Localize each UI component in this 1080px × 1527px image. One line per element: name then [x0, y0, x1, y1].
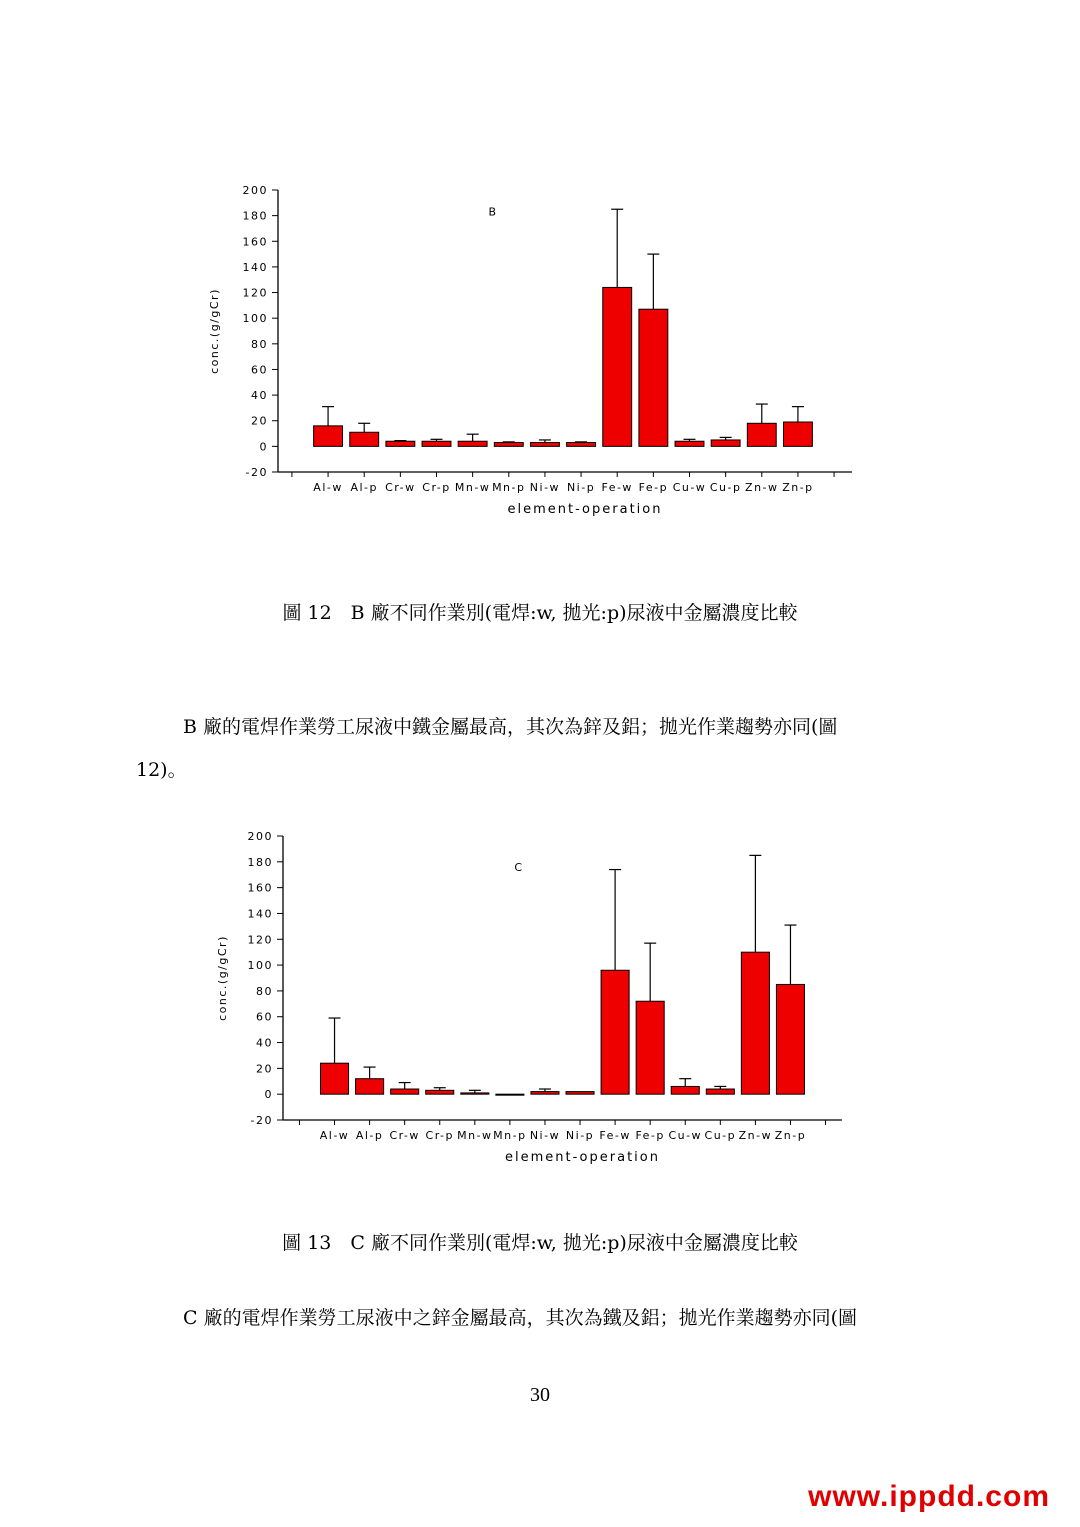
bar — [706, 1089, 734, 1094]
x-tick-label: Fe-w — [599, 1129, 631, 1142]
chart-c — [0, 818, 1080, 1178]
y-tick-label: 180 — [247, 855, 273, 869]
bar — [711, 440, 740, 446]
bar — [675, 441, 704, 446]
bar — [386, 441, 415, 446]
x-tick-label: Cr-p — [422, 481, 451, 494]
x-tick-label: Cu-w — [672, 481, 707, 494]
bar — [639, 309, 668, 446]
x-axis-title: element-operation — [507, 502, 663, 517]
x-tick-label: Al-w — [313, 481, 343, 494]
y-tick-label: 100 — [247, 959, 273, 973]
panel-label: C — [514, 860, 524, 874]
x-tick-label: Fe-p — [638, 481, 669, 494]
bar — [747, 423, 776, 446]
chart-c-svg — [0, 818, 1080, 1178]
bar — [566, 1092, 594, 1095]
paragraph-b-line1: B 廠的電焊作業勞工尿液中鐵金屬最高，其次為鋅及鋁；拋光作業趨勢亦同(圖 — [183, 716, 838, 738]
bar — [496, 1094, 524, 1095]
bar — [422, 441, 451, 446]
y-tick-label: 0 — [264, 1088, 273, 1102]
y-tick-label: 20 — [256, 1062, 273, 1076]
x-tick-label: Cu-w — [668, 1129, 703, 1142]
x-tick-label: Mn-p — [492, 481, 526, 494]
bar — [458, 441, 487, 446]
bar — [741, 952, 769, 1094]
x-tick-label: Ni-w — [529, 1129, 561, 1142]
x-tick-label: Mn-p — [493, 1129, 527, 1142]
bar — [426, 1090, 454, 1094]
y-tick-label: 140 — [242, 260, 268, 274]
y-tick-label: 40 — [251, 389, 268, 403]
x-tick-label: Al-w — [319, 1129, 350, 1142]
x-tick-label: Cu-p — [709, 481, 742, 494]
y-tick-label: 100 — [242, 312, 268, 326]
x-tick-label: Mn-w — [454, 481, 491, 494]
bar — [603, 287, 632, 446]
paragraph-c-line1: C 廠的電焊作業勞工尿液中之鋅金屬最高，其次為鐵及鋁；拋光作業趨勢亦同(圖 — [183, 1307, 857, 1329]
bar — [391, 1089, 419, 1094]
x-tick-label: Mn-w — [457, 1129, 493, 1142]
y-tick-label: 180 — [242, 209, 268, 223]
chart-b-svg — [0, 170, 1080, 530]
x-tick-label: Al-p — [350, 481, 378, 494]
figure-12-caption: 圖 12 B 廠不同作業別(電焊:w, 拋光:p)尿液中金屬濃度比較 — [282, 602, 798, 624]
y-tick-label: 160 — [247, 881, 273, 895]
x-tick-label: Fe-p — [635, 1129, 665, 1142]
bar — [356, 1079, 384, 1094]
bar — [531, 1092, 559, 1095]
bar — [321, 1063, 349, 1094]
y-tick-label: 40 — [256, 1036, 273, 1050]
bar — [350, 432, 379, 446]
bar — [494, 443, 523, 447]
bar — [567, 443, 596, 447]
x-tick-label: Zn-w — [745, 481, 779, 494]
y-axis-title: conc.(g/gCr) — [216, 935, 229, 1021]
x-tick-label: Cu-p — [704, 1129, 737, 1142]
bar — [636, 1001, 664, 1094]
watermark-url: www.ippdd.com — [808, 1480, 1050, 1513]
x-tick-label: Ni-p — [566, 481, 596, 494]
y-tick-label: 80 — [256, 984, 273, 998]
x-tick-label: Cr-w — [389, 1129, 420, 1142]
paragraph-b-line2: 12)。 — [136, 759, 187, 781]
bar — [776, 984, 804, 1094]
x-axis-title: element-operation — [505, 1150, 660, 1165]
y-tick-label: 200 — [242, 184, 268, 197]
bar — [314, 426, 343, 447]
bar — [530, 443, 559, 447]
x-tick-label: Zn-w — [738, 1129, 773, 1142]
x-tick-label: Fe-w — [601, 481, 633, 494]
y-axis-title: conc.(g/gCr) — [208, 288, 221, 374]
bar — [783, 422, 812, 446]
x-tick-label: Ni-w — [529, 481, 561, 494]
x-tick-label: Cr-p — [425, 1129, 454, 1142]
y-tick-label: 160 — [242, 235, 268, 249]
x-tick-label: Cr-w — [385, 481, 416, 494]
y-tick-label: 120 — [242, 286, 268, 300]
panel-label: B — [488, 205, 498, 219]
x-tick-label: Zn-p — [782, 481, 814, 494]
y-tick-label: 120 — [247, 933, 273, 947]
figure-13-caption: 圖 13 C 廠不同作業別(電焊:w, 拋光:p)尿液中金屬濃度比較 — [282, 1232, 798, 1254]
y-tick-label: 0 — [259, 440, 268, 454]
y-tick-label: 60 — [256, 1010, 273, 1024]
page-number: 30 — [530, 1384, 550, 1406]
y-tick-label: 140 — [247, 907, 273, 921]
y-tick-label: -20 — [250, 1114, 273, 1127]
x-tick-label: Ni-p — [565, 1129, 595, 1142]
chart-b — [0, 170, 1080, 530]
bar — [671, 1086, 699, 1094]
y-tick-label: 80 — [251, 337, 268, 351]
x-tick-label: Al-p — [355, 1129, 384, 1142]
y-tick-label: 60 — [251, 363, 268, 377]
bar — [461, 1093, 489, 1094]
y-tick-label: -20 — [245, 466, 268, 479]
x-tick-label: Zn-p — [774, 1129, 807, 1142]
bar — [601, 970, 629, 1094]
y-tick-label: 200 — [247, 830, 273, 843]
y-tick-label: 20 — [251, 414, 268, 428]
